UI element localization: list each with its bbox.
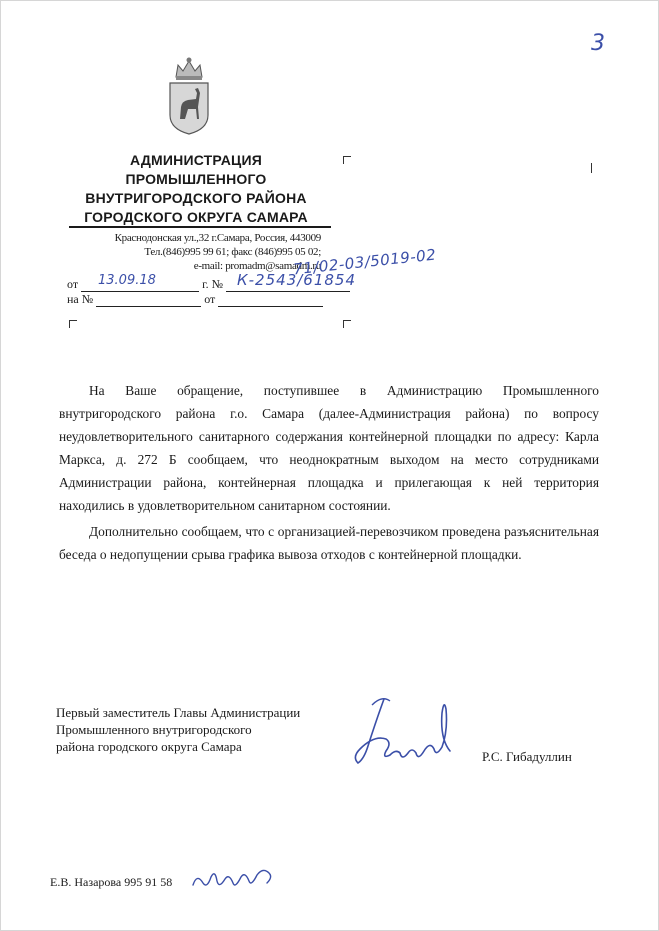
- date-prefix: от: [67, 277, 79, 291]
- handwritten-date: 13.09.18: [98, 273, 156, 288]
- executor-handwritten-initials: [189, 863, 279, 893]
- signatory-name: Р.С. Гибадуллин: [482, 749, 572, 764]
- signatory-title-line: Первый заместитель Главы Администрации: [56, 705, 301, 720]
- organization-name: [61, 151, 331, 227]
- org-line: ПРОМЫШЛЕННОГО: [125, 171, 267, 187]
- email: e-mail: promadm@samadm.ru: [193, 260, 321, 272]
- org-line: ГОРОДСКОГО ОКРУГА САМАРА: [84, 209, 308, 225]
- signatory-title-line: района городского округа Самара: [56, 739, 242, 754]
- window-corner-mark: [343, 156, 351, 164]
- body-paragraph: На Ваше обращение, поступившее в Администрацию Промышленного внутригородского района г.о. Самара (далее-Администрация района) по вопросу неудовлетворительного санитарного содержания контейнерной площадки по адресу: Карла Маркса, д. 272 Б сообщаем, что неоднократным выходом на место сотрудниками Администрации района, контейнерная площадка и прилегающая к ней территория находились в удовлетворительном санитарном состоянии.: [59, 383, 599, 513]
- contact-info: [61, 231, 321, 273]
- window-corner-mark: [591, 163, 592, 173]
- org-line: ВНУТРИГОРОДСКОГО РАЙОНА: [85, 190, 307, 206]
- window-corner-mark: [343, 320, 351, 328]
- org-line: АДМИНИСТРАЦИЯ: [130, 152, 262, 168]
- reference-date-blank: [218, 293, 323, 307]
- letter-body: [59, 379, 599, 566]
- signatory-title: [56, 704, 300, 755]
- number-prefix: г. №: [202, 277, 224, 291]
- reference-from: от: [204, 292, 216, 306]
- handwritten-registration-number: К-2543/61854: [237, 271, 357, 289]
- page-number-mark: 3: [591, 31, 605, 56]
- phone-fax: Тел.(846)995 99 61; факс (846)995 05 02;: [144, 246, 321, 258]
- window-corner-mark: [69, 320, 77, 328]
- handwritten-incoming-number: 71/02-03/5019-02: [292, 245, 438, 279]
- reference-row: [67, 292, 323, 307]
- body-paragraph: Дополнительно сообщаем, что с организацией-перевозчиком проведена разъяснительная беседа о недопущении срыва графика вывоза отходов с контейнерной площадки.: [59, 524, 599, 562]
- signatory-title-line: Промышленного внутригородского: [56, 722, 252, 737]
- reference-number-blank: [96, 293, 201, 307]
- reference-prefix: на №: [67, 292, 94, 306]
- handwritten-signature: [346, 691, 466, 781]
- header-divider: [69, 226, 331, 228]
- executor-contact: Е.В. Назарова 995 91 58: [50, 875, 173, 889]
- address: Краснодонская ул.,32 г.Самара, Россия, 443009: [114, 232, 321, 244]
- samara-coat-of-arms-logo: [166, 55, 212, 135]
